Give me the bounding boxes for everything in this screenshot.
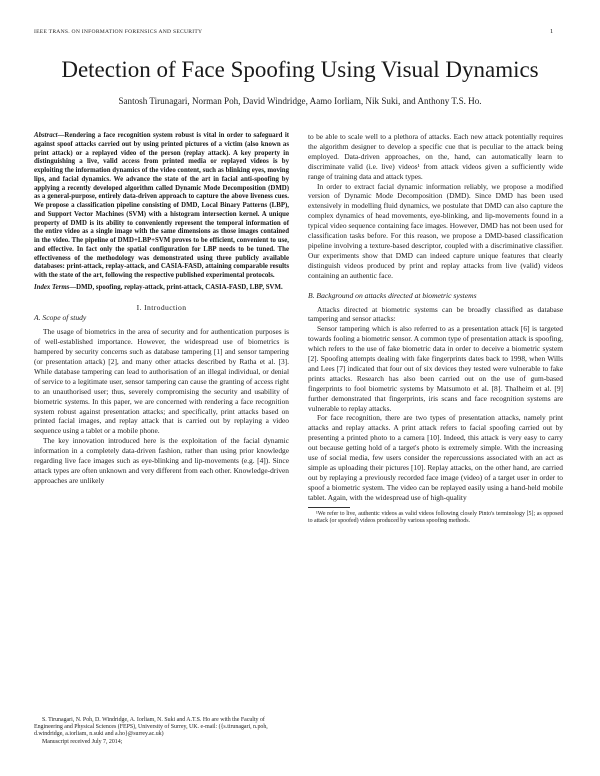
section-heading-introduction: I. Introduction <box>136 302 187 312</box>
footnote-rule <box>308 507 350 508</box>
index-terms-lead: Index Terms <box>34 283 70 291</box>
right-paragraph-2: In order to extract facial dynamic information reliably, we propose a modified version of Dynamic Mode Decomposition (DMD). Since DMD has been used extensively in modelling fluid dynamics, we postulate that DMD can also capture the complex dynamics of head movements, eye-blinking, and lip-movements found in a typical video sequence containing face images. However, DMD has not been used for classification tasks before. For this reason, we propose a DMD-based classification pipeline involving a texture-based descriptor, coupled with a discriminative classifier. Our experiments show that DMD can indeed capture unique features that clearly distinguish videos produced by print and replay attacks from live (valid) videos containing an authentic face. <box>308 181 563 280</box>
right-paragraph-1: to be able to scale well to a plethora of attacks. Each new attack potentially requires the algorithm designer to develop a specific cue that is peculiar to the attack being employed. Data-driven approaches, on the, hand, can automatically learn to discriminate valid (i.e. live) videos¹ from attack videos given a sufficiently wide range of training data and attack types. <box>308 132 563 181</box>
running-head: IEEE TRANS. ON INFORMATION FORENSICS AND SECURITY <box>34 29 203 35</box>
right-paragraph-4: Sensor tampering which is also referred to as a presentation attack [6] is targeted towards fooling a biometric sensor. A common type of presentation attack is spoofing, which refers to the use of fake biometric data in order to deceive a biometric system [2]. Spoofing attempts dealing with fake fingerprints dates back to 1998, when Wills and Lees [7] indicated that four out of six devices they tested were vulnerable to fake prints attacks. Research has also been carried out on the use of gum-based fingerprints to fool biometric systems by Matsumoto et al. [8]. Thalheim et al. [9] further demonstrated that fingerprints, iris scans and face recognition systems are vulnerable to replay attacks. <box>308 324 563 413</box>
manuscript-received: Manuscript received July 7, 2014; <box>42 738 123 745</box>
right-paragraph-5: For face recognition, there are two types of presentation attacks, namely print attacks and replay attacks. A print attack refers to facial spoofing carried out by presenting a printed photo to a camera [10]. Indeed, this attack is very easy to carry out because getting hold of a target's photo is extremely simple. With the increasing use of social media, few users consider the repercussions associated with an act as simple as uploading their pictures [10]. Replay attacks, on the other hand, are carried out by replaying a previously recorded face image (video) of a target user in order to spoof a biometric system. The video can be replayed easily using a hand-held mobile tablet. Again, with the widespread use of high-quality <box>308 413 563 502</box>
right-paragraph-3: Attacks directed at biometric systems can be broadly classified as database tampering and sensor attacks: <box>308 304 563 324</box>
author-list: Santosh Tirunagari, Norman Poh, David Windridge, Aamo Iorliam, Nik Suki, and Anthony T.S. Ho. <box>118 96 482 106</box>
section-gap <box>308 281 563 291</box>
left-column <box>34 132 289 486</box>
right-column <box>308 132 563 525</box>
abstract-body: —Rendering a face recognition system robust is vital in order to safeguard it against spoof attacks carried out by using printed pictures of a victim (also known as print attack) or a replayed video of the person (replay attack). A key property in distinguishing a live, valid access from printed media or replayed videos is by exploiting the information dynamics of the video content, such as blinking eyes, moving lips, and facial dynamics. We advance the state of the art in facial anti-spoofing by applying a recently developed algorithm called Dynamic Mode Decomposition (DMD) as a general-purpose, entirely data-driven approach to capture the above liveness cues. We propose a classification pipeline consisting of DMD, Local Binary Patterns (LBP), and Support Vector Machines (SVM) with a histogram intersection kernel. A unique property of DMD is its ability to conveniently represent the temporal information of the entire video as a single image with the same dimensions as those images contained in the video. The pipeline of DMD+LBP+SVM proves to be efficient, convenient to use, and effective. In fact only the spatial configuration for LBP needs to be tuned. The effectiveness of the methodology was demonstrated using three publicly available databases: print-attack, replay-attack, and CASIA-FASD, attaining comparable results with the state of the art, following the respective published experimental protocols. <box>34 132 289 279</box>
subsection-heading-background: B. Background on attacks directed at biometric systems <box>308 290 477 300</box>
intro-paragraph-2: The key innovation introduced here is the exploitation of the facial dynamic information in a completely data-driven fashion, rather than using prior knowledge regarding live face images such as eye-blinking and lip-movements (e.g. [4]). Since attack types are often unknown and very different from each other. Knowledge-driven approaches are unlikely <box>34 436 289 485</box>
valid-videos-footnote: ¹We refer to live, authentic videos as valid videos following closely Pinto's terminology [5]; as opposed to attack (or spoofed) videos produced by various spoofing methods. <box>308 510 563 524</box>
page-number: 1 <box>550 28 554 35</box>
index-terms-body: —DMD, spoofing, replay-attack, print-attack, CASIA-FASD, LBP, SVM. <box>69 283 283 291</box>
index-terms <box>34 284 289 293</box>
subsection-heading-scope: A. Scope of study <box>34 313 87 323</box>
abstract-lead: Abstract <box>34 132 58 139</box>
affiliation-footnote: S. Tirunagari, N. Poh, D. Windridge, A. Iorliam, N. Suki and A.T.S. Ho are with the Faculty of Engineering and Physical Sciences (FEPS), University of Surrey, UK. e-mail: ({s.tirunagari, n.poh, d.windridge, a.iorliam, n.suki and a.ho}@surrey.ac.uk) <box>34 717 268 738</box>
intro-paragraph-1: The usage of biometrics in the area of security and for authentication purposes is of well-established importance. However, the widespread use of biometrics is hampered by security concerns such as database tampering [1] and sensor tampering (or presentation attack) [2], and many other attacks described by Ratha et al. [3]. While database tampering can lead to authorisation of an illegal individual, or denial of service to a legitimate user, sensor tampering can cause the granting of access right to an unauthorised user; thus, severely compromising the security and usability of biometric systems. In this paper, we are concerned with rendering a face recognition system robust against presentation attacks; and specifically, print attacks based on printed facial images, and replay attack that is carried out by replaying a video sequence using a tablet or a mobile phone. <box>34 327 289 436</box>
paper-title: Detection of Face Spoofing Using Visual Dynamics <box>61 57 539 82</box>
abstract <box>34 132 289 281</box>
affiliation-footnote-block <box>34 717 289 746</box>
